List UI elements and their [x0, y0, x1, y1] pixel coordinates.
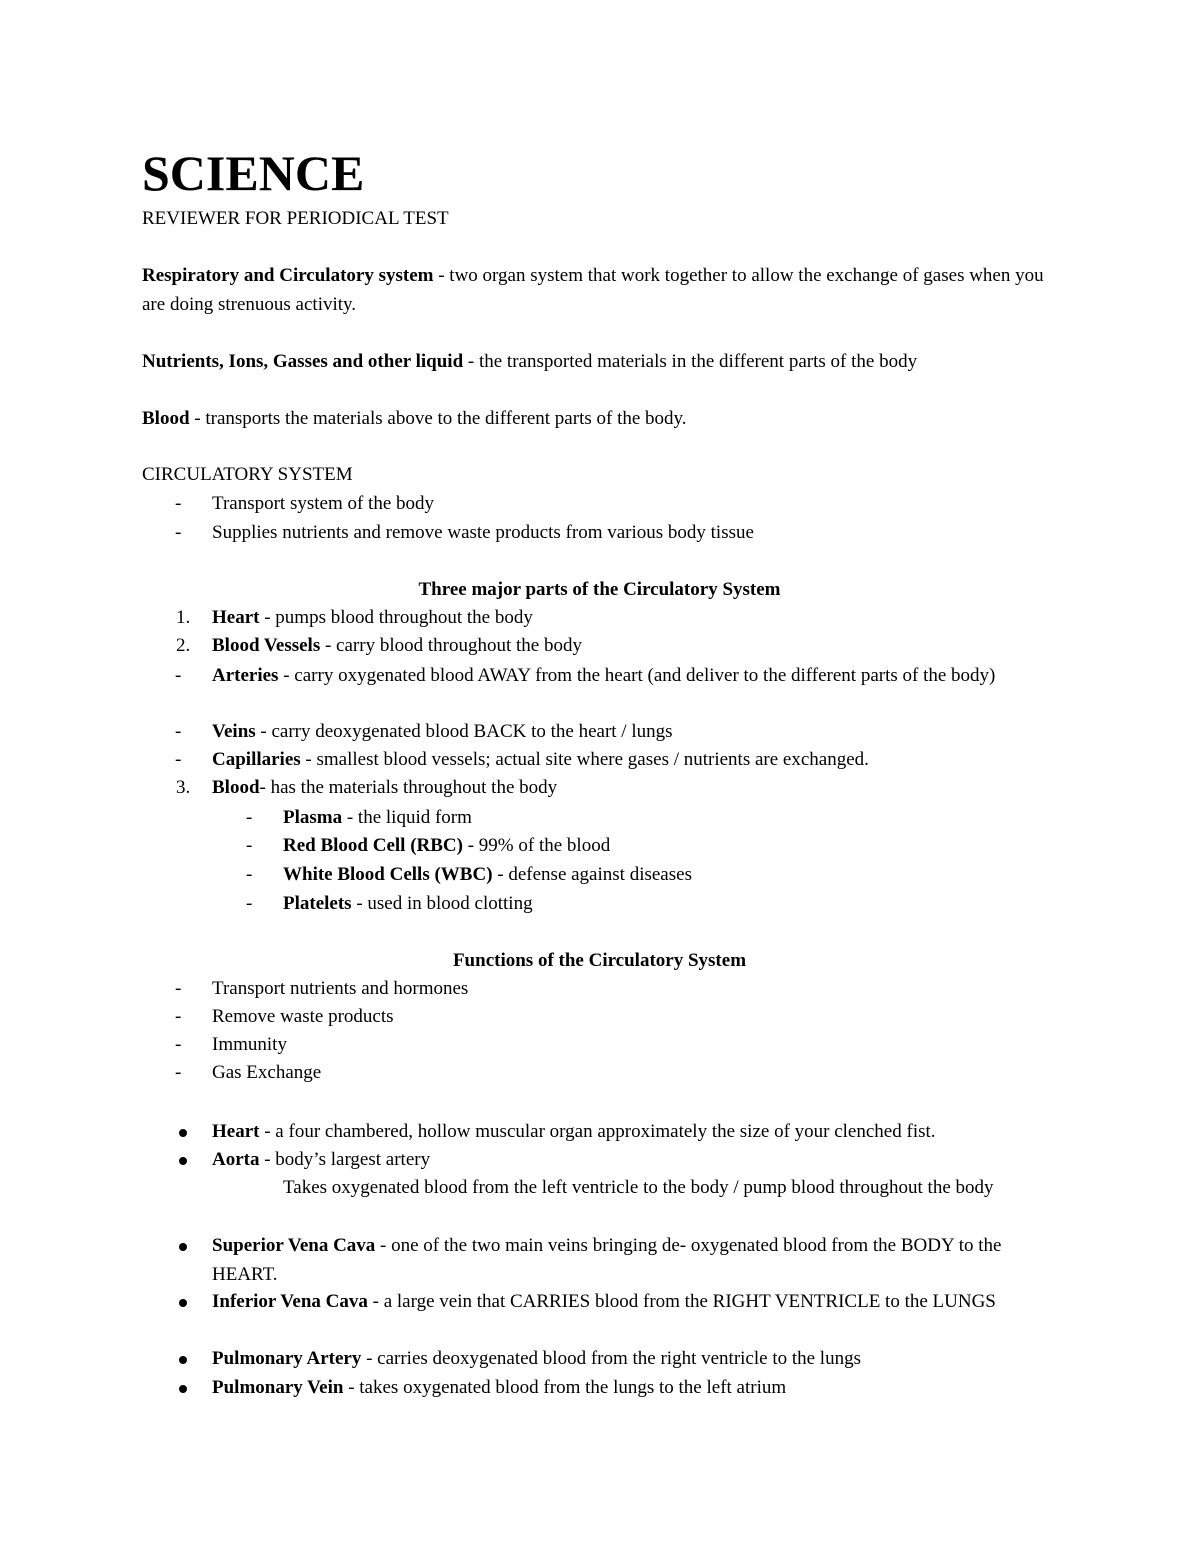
definition-transported-materials	[142, 348, 1057, 377]
definition-respiratory-circulatory	[142, 262, 1057, 319]
list-item	[142, 1003, 1057, 1032]
list-item-blood-vessels	[142, 632, 1057, 661]
sub-item-plasma	[142, 804, 1057, 833]
list-item	[142, 1059, 1057, 1088]
item-text: - defense against diseases	[492, 864, 692, 885]
item-text: - has the materials throughout the body	[259, 777, 558, 798]
list-item	[142, 519, 1057, 548]
aorta-note: Takes oxygenated blood from the left ventricle to the body / pump blood throughout the body	[283, 1177, 994, 1198]
item-text: - a large vein that CARRIES blood from the RIGHT VENTRICLE to the LUNGS	[367, 1291, 996, 1312]
bullet-item-heart	[142, 1118, 1057, 1147]
definition-term: Blood	[142, 408, 190, 429]
item-text: - pumps blood throughout the body	[259, 607, 533, 628]
item-text: - carry deoxygenated blood BACK to the heart / lungs	[255, 721, 673, 742]
list-item-text: Remove waste products	[212, 1006, 394, 1027]
item-term: Platelets	[283, 893, 352, 914]
item-term: Capillaries	[212, 749, 301, 770]
item-term: Plasma	[283, 807, 343, 828]
definition-blood	[142, 405, 1057, 434]
dash-marker: -	[246, 807, 253, 828]
bullet-icon	[179, 1243, 187, 1251]
dash-marker: -	[246, 893, 253, 914]
item-term: Veins	[212, 721, 256, 742]
definition-term: Respiratory and Circulatory system	[142, 265, 434, 286]
sub-item-wbc	[142, 861, 1057, 890]
sub-item-rbc	[142, 832, 1057, 861]
item-text: - the liquid form	[342, 807, 472, 828]
definition-term: Nutrients, Ions, Gasses and other liquid	[142, 351, 464, 372]
item-text: - body’s largest artery	[259, 1149, 431, 1170]
item-text: - takes oxygenated blood from the lungs to the left atrium	[343, 1377, 787, 1398]
bullet-item-pulmonary-vein	[142, 1374, 1057, 1403]
item-text: - 99% of the blood	[462, 835, 611, 856]
dash-marker: -	[175, 978, 182, 999]
list-item-blood	[142, 774, 1057, 803]
dash-marker: -	[175, 493, 182, 514]
list-item	[142, 490, 1057, 519]
item-term: Heart	[212, 1121, 260, 1142]
definition-text: - the transported materials in the different parts of the body	[463, 351, 918, 372]
list-item-text: Transport system of the body	[212, 493, 435, 514]
item-term: Inferior Vena Cava	[212, 1291, 368, 1312]
bullet-icon	[179, 1129, 187, 1137]
bullet-icon	[179, 1356, 187, 1364]
list-item	[142, 1031, 1057, 1060]
item-term: Superior Vena Cava	[212, 1235, 376, 1256]
dash-marker: -	[175, 721, 182, 742]
section-heading-functions: Functions of the Circulatory System	[452, 950, 747, 971]
dash-marker: -	[175, 1006, 182, 1027]
list-item-veins	[142, 718, 1057, 747]
dash-marker: -	[175, 749, 182, 770]
bullet-icon	[179, 1157, 187, 1165]
item-term: Pulmonary Vein	[212, 1377, 344, 1398]
definition-text: - transports the materials above to the different parts of the body.	[189, 408, 687, 429]
item-text: - one of the two main veins bringing de- oxygenated blood from the BODY to the HEART.	[212, 1235, 1002, 1285]
number-marker: 3.	[176, 777, 191, 798]
item-term: Arteries	[212, 665, 279, 686]
item-text: - smallest blood vessels; actual site where gases / nutrients are exchanged.	[300, 749, 869, 770]
item-text: - carries deoxygenated blood from the right ventricle to the lungs	[361, 1348, 861, 1369]
item-term: White Blood Cells (WBC)	[283, 864, 493, 885]
section-heading-three-parts: Three major parts of the Circulatory System	[418, 579, 781, 600]
item-term: Blood Vessels	[212, 635, 321, 656]
list-item-capillaries	[142, 746, 1057, 775]
dash-marker: -	[175, 1062, 182, 1083]
section-heading-circulatory: CIRCULATORY SYSTEM	[142, 464, 353, 485]
dash-marker: -	[175, 1034, 182, 1055]
item-term: Aorta	[212, 1149, 260, 1170]
dash-marker: -	[246, 864, 253, 885]
list-item-heart	[142, 604, 1057, 633]
list-item	[142, 975, 1057, 1004]
bullet-item-pulmonary-artery	[142, 1345, 1057, 1374]
item-term: Heart	[212, 607, 260, 628]
list-item-text: Gas Exchange	[212, 1062, 322, 1083]
dash-marker: -	[175, 522, 182, 543]
definition-text: - two organ system that work together to allow the exchange of gases when you are doing strenuous activity.	[142, 265, 1044, 315]
list-item-text: Supplies nutrients and remove waste products from various body tissue	[212, 522, 754, 543]
bullet-item-aorta	[142, 1146, 1057, 1175]
number-marker: 2.	[176, 635, 191, 656]
item-text: - carry oxygenated blood AWAY from the heart (and deliver to the different parts of the body)	[278, 665, 996, 686]
item-term: Red Blood Cell (RBC)	[283, 835, 463, 856]
item-term: Blood	[212, 777, 260, 798]
dash-marker: -	[175, 665, 182, 686]
bullet-icon	[179, 1385, 187, 1393]
bullet-icon	[179, 1299, 187, 1307]
list-item-text: Immunity	[212, 1034, 287, 1055]
page-subtitle: REVIEWER FOR PERIODICAL TEST	[142, 208, 449, 229]
item-text: - a four chambered, hollow muscular organ approximately the size of your clenched fist.	[259, 1121, 936, 1142]
list-item-text: Transport nutrients and hormones	[212, 978, 469, 999]
item-text: - used in blood clotting	[351, 893, 533, 914]
sub-item-platelets	[142, 890, 1057, 919]
item-term: Pulmonary Artery	[212, 1348, 362, 1369]
number-marker: 1.	[176, 607, 191, 628]
page-title: SCIENCE	[142, 145, 365, 201]
dash-marker: -	[246, 835, 253, 856]
item-text: - carry blood throughout the body	[320, 635, 582, 656]
